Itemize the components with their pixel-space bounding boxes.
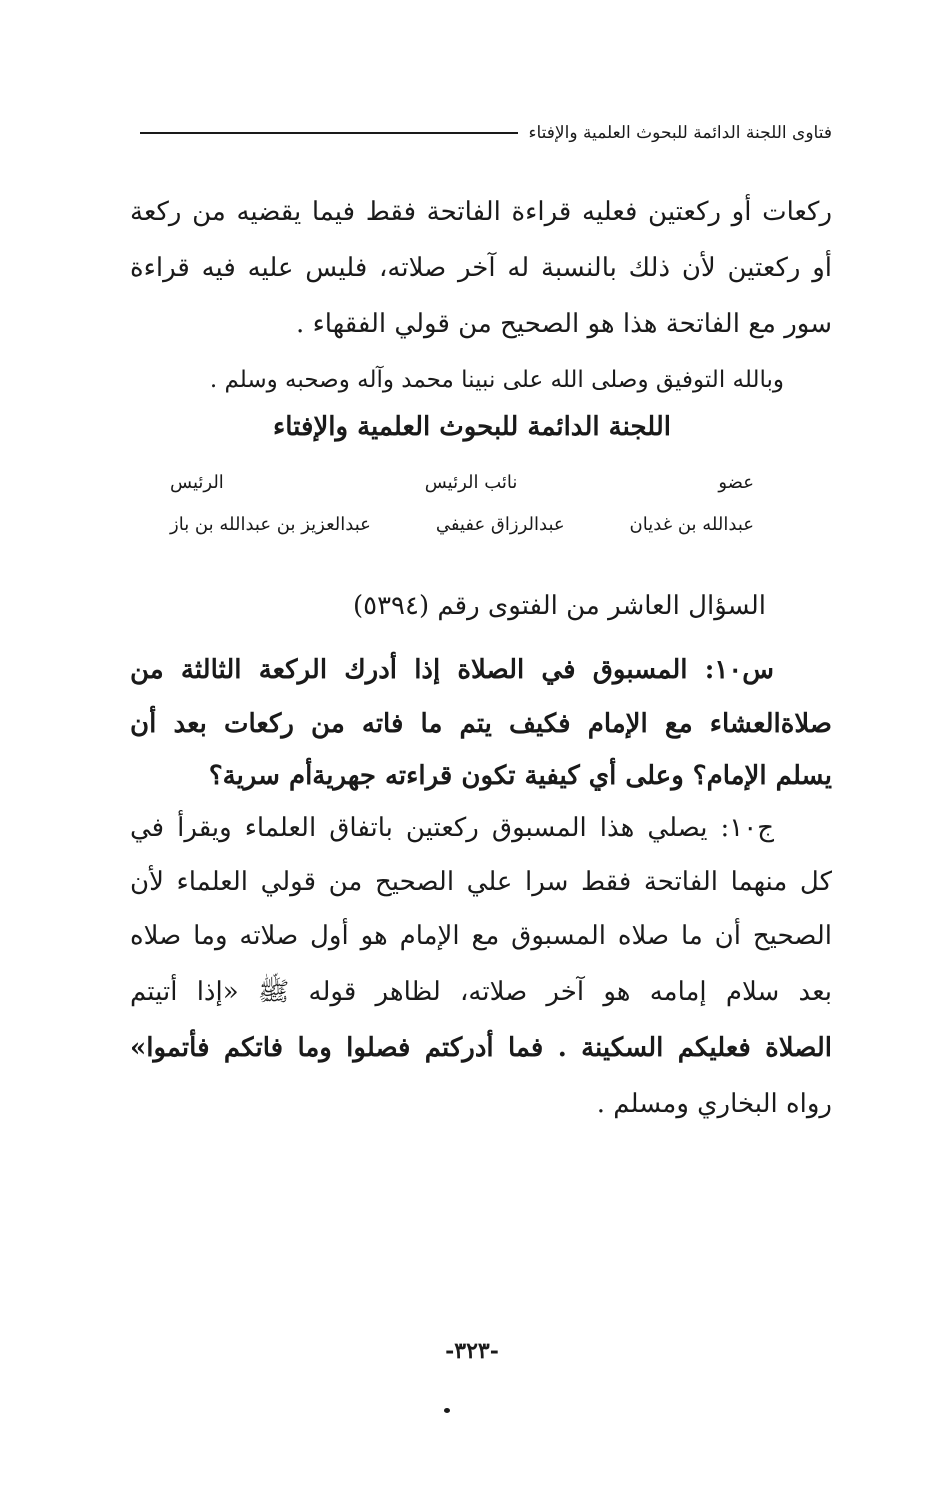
question-line: يسلم الإمام؟ وعلى أي كيفية تكون قراءته جهريةأم سرية؟ bbox=[208, 761, 832, 791]
signatory-name: عبدالرزاق عفيفي bbox=[435, 514, 565, 535]
header-rule bbox=[140, 132, 518, 134]
signatory-roles bbox=[170, 472, 754, 493]
answer-line: بعد سلام إمامه هو آخر صلاته، لظاهر قوله ﷺ «إذا أتيتم bbox=[130, 977, 832, 1007]
question-line: صلاةالعشاء مع الإمام فكيف يتم ما فاته من ركعات بعد أن bbox=[130, 709, 832, 739]
closing-line: وبالله التوفيق وصلى الله على نبينا محمد وآله وصحبه وسلم . bbox=[209, 367, 784, 393]
signatory-name: عبدالعزيز بن عبدالله بن باز bbox=[170, 514, 371, 535]
paragraph-line: سور مع الفاتحة هذا هو الصحيح من قولي الفقهاء . bbox=[296, 309, 832, 339]
signatory-role: نائب الرئيس bbox=[424, 472, 518, 493]
answer-line: رواه البخاري ومسلم . bbox=[596, 1089, 832, 1119]
question-line: س١٠: المسبوق في الصلاة إذا أدرك الركعة الثالثة من bbox=[130, 655, 774, 685]
answer-line: كل منهما الفاتحة فقط سرا علي الصحيح من قولي العلماء لأن bbox=[130, 867, 832, 897]
committee-title: اللجنة الدائمة للبحوث العلمية والإفتاء bbox=[273, 412, 671, 442]
page-number: -٣٢٣- bbox=[445, 1338, 499, 1364]
signatory-names bbox=[170, 514, 754, 535]
signatory-role: عضو bbox=[718, 472, 754, 493]
answer-line: الصحيح أن ما صلاه المسبوق مع الإمام هو أول صلاته وما صلاه bbox=[130, 921, 832, 951]
hadith-quote-line: الصلاة فعليكم السكينة . فما أدركتم فصلوا وما فاتكم فأتموا» bbox=[130, 1033, 832, 1063]
book-title: فتاوى اللجنة الدائمة للبحوث العلمية والإفتاء bbox=[528, 123, 832, 143]
running-header bbox=[140, 118, 832, 148]
answer-line: ج١٠: يصلي هذا المسبوق ركعتين باتفاق العلماء ويقرأ في bbox=[130, 813, 774, 843]
paragraph-line: أو ركعتين لأن ذلك بالنسبة له آخر صلاته، فليس عليه فيه قراءة bbox=[130, 253, 832, 283]
signatory-role: الرئيس bbox=[170, 472, 224, 493]
paragraph-line: ركعات أو ركعتين فعليه قراءة الفاتحة فقط فيما يقضيه من ركعة bbox=[130, 197, 832, 227]
printer-dot bbox=[444, 1408, 450, 1413]
signatory-name: عبدالله بن غديان bbox=[629, 514, 754, 535]
fatwa-heading: السؤال العاشر من الفتوى رقم (٥٣٩٤) bbox=[352, 591, 766, 621]
